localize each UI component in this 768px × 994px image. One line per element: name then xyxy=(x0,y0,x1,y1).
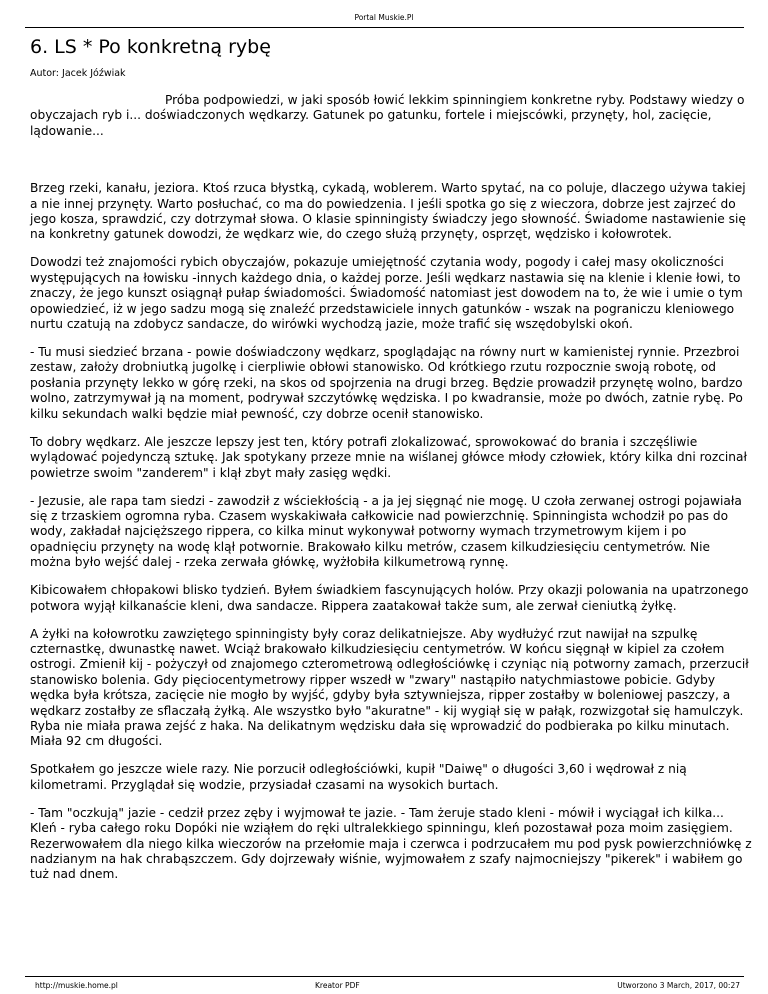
article-lead: Próba podpowiedzi, w jaki sposób łowić lekkim spinningiem konkretne ryby. Podstawy wiedzy o obyczajach ryb i... doświadczonych wędkarzy. Gatunek po gatunku, fortele i miejscówki, przynęty, hol, zacięcie, lądowanie... xyxy=(30,93,745,138)
paragraph: A żyłki na kołowrotku zawziętego spinningisty były coraz delikatniejsze. Aby wydłużyć rzut nawijał na szpulkę czternastkę, dwunastkę nawet. Wciąż brakowało kilkudziesięciu centymetrów. W końcu sięgnął w kipiel za czołem ostrogi. Zmienił kij - pożyczył od znajomego czterometrową odległościówkę i czyniąc nią potworny zamach, przerzucił stanowisko bolenia. Gdy pięciocentymetrowy ripper wszedł w "zwary" nastąpiło natychmiastowe pobicie. Gdyby wędka była krótsza, zacięcie nie mogło by wyjść, gdyby była sztywniejsza, ripper zostałby w boleniowej paszczy, a wędkarz zostałby ze sflaczałą żyłką. Ale wszystko było "akuratne" - kij wygiął się w pałąk, rozwizgotał się hamulczyk. Ryba nie miała prawa zejść z haka. Na delikatnym wędzisku dała się wprowadzić do podbieraka po kilku minutach. Miała 92 cm długości. xyxy=(30,626,749,749)
article-author: Autor: Jacek Jóźwiak xyxy=(30,68,126,79)
paragraph: Spotkałem go jeszcze wiele razy. Nie porzucił odległościówki, kupił "Daiwę" o długości 3,60 i wędrował z nią kilometrami. Przyglądał się wodzie, przysiadał czasami na wysokich burtach. xyxy=(30,762,687,792)
page-footer xyxy=(25,976,744,989)
footer-created-date: Utworzono 3 March, 2017, 00:27 xyxy=(617,981,740,990)
article-body xyxy=(30,93,752,895)
paragraph: Brzeg rzeki, kanału, jeziora. Ktoś rzuca błystką, cykadą, woblerem. Warto spytać, na co poluje, dlaczego używa takiej a nie innej przynęty. Warto posłuchać, co ma do powiedzenia. I jeśli spotka go się z wieczora, dobrze jest zajrzeć do jego kosza, sprawdzić, czy dotrzymał słowa. O klasie spinningisty świadczy jego słowność. Świadome nastawienie się na konkretny gatunek dowodzi, że wędkarz wie, do czego służą przynęty, osprzęt, wędzisko i kołowrotek. xyxy=(30,181,746,242)
page-header xyxy=(0,0,768,23)
article-title: 6. LS * Po konkretną rybę xyxy=(30,36,271,58)
paragraph: - Jezusie, ale rapa tam siedzi - zawodził z wściekłością - a ja jej sięgnąć nie mogę. U czoła zerwanej ostrogi pojawiała się z trzaskiem ogromna ryba. Czasem wyskakiwała całkowicie nad powierzchnię. Spinningista wchodził po pas do wody, zakładał najcięższego rippera, co kilka minut wykonywał potworny wymach trzymetrowym kijem i po opadnięciu przynęty na wodę klął potwornie. Brakowało kilku metrów, czasem kilkudziesięciu centymetrów. Nie można było wejść dalej - rzeka zerwała główkę, wyżłobiła kilkumetrową rynnę. xyxy=(30,493,742,570)
paragraph: To dobry wędkarz. Ale jeszcze lepszy jest ten, który potrafi zlokalizować, sprowokować do brania i szczęśliwie wylądować pojedynczą sztukę. Jak spotykany przeze mnie na wiślanej główce młody człowiek, który kilka dni rozcinał powietrze swoim "zanderem" i klął zbyt mały zasięg wędki. xyxy=(30,434,747,480)
header-divider xyxy=(25,27,744,28)
site-name: Portal Muskie.Pl xyxy=(354,13,414,22)
paragraph: - Tam "oczkują" jazie - cedził przez zęby i wyjmował te jazie. - Tam żeruje stado kleni - mówił i wyciągał ich kilka... Kleń - ryba całego roku Dopóki nie wziąłem do ręki ultralekkiego spinningu, kleń pozostawał poza moim zasięgiem. Rezerwowałem dla niego kilka wieczorów na przełomie maja i czerwca i podrzucałem mu pod pysk powierzchniówkę z nadzianym na hak chrabąszczem. Gdy dojrzewały wiśnie, wyjmowałem z szafy najmocniejszy "pikerek" i wabiłem go tuż nad dnem. xyxy=(30,805,752,882)
paragraph: Dowodzi też znajomości rybich obyczajów, pokazuje umiejętność czytania wody, pogody i całej masy okoliczności występujących na łowisku -innych każdego dnia, o każdej porze. Jeśli wędkarz nastawia się na klenie i klenie łowi, to znaczy, że jego kunszt osiągnął pułap świadomości. Świadomość natomiast jest dowodem na to, że wie i umie o tym opowiedzieć, iż w jego sadzu mogą się znaleźć przedstawiciele innych gatunków - wszak na pograniczu kleniowego nurtu czatują na zdobycz sandacze, do wirówki wychodzą jazie, może trafić się wszędobylski okoń. xyxy=(30,255,743,332)
footer-url: http://muskie.home.pl xyxy=(35,981,118,990)
paragraph: Kibicowałem chłopakowi blisko tydzień. Byłem świadkiem fascynujących holów. Przy okazji polowania na upatrzonego potwora wyjął kilkanaście kleni, dwa sandacze. Rippera zaatakował także sum, ale zerwał cieniutką żyłkę. xyxy=(30,583,749,613)
footer-creator: Kreator PDF xyxy=(315,981,360,990)
paragraph: - Tu musi siedzieć brzana - powie doświadczony wędkarz, spoglądając na równy nurt w kamienistej rynnie. Przezbroi zestaw, założy drobniutką jugolkę i cierpliwie obłowi stanowisko. Od krótkiego rzutu rozpocznie swoją robotę, od posłania przynęty lekko w górę rzeki, na skos od spojrzenia na drugi brzeg. Będzie prowadził przynętę wolno, bardzo wolno, zatrzymywał ją na moment, podrywał szczytówkę wędziska. I po kwadransie, może po dwóch, zatnie rybę. Po kilku sekundach walki będzie miał pewność, czy dobrze ocenił stanowisko. xyxy=(30,345,743,421)
